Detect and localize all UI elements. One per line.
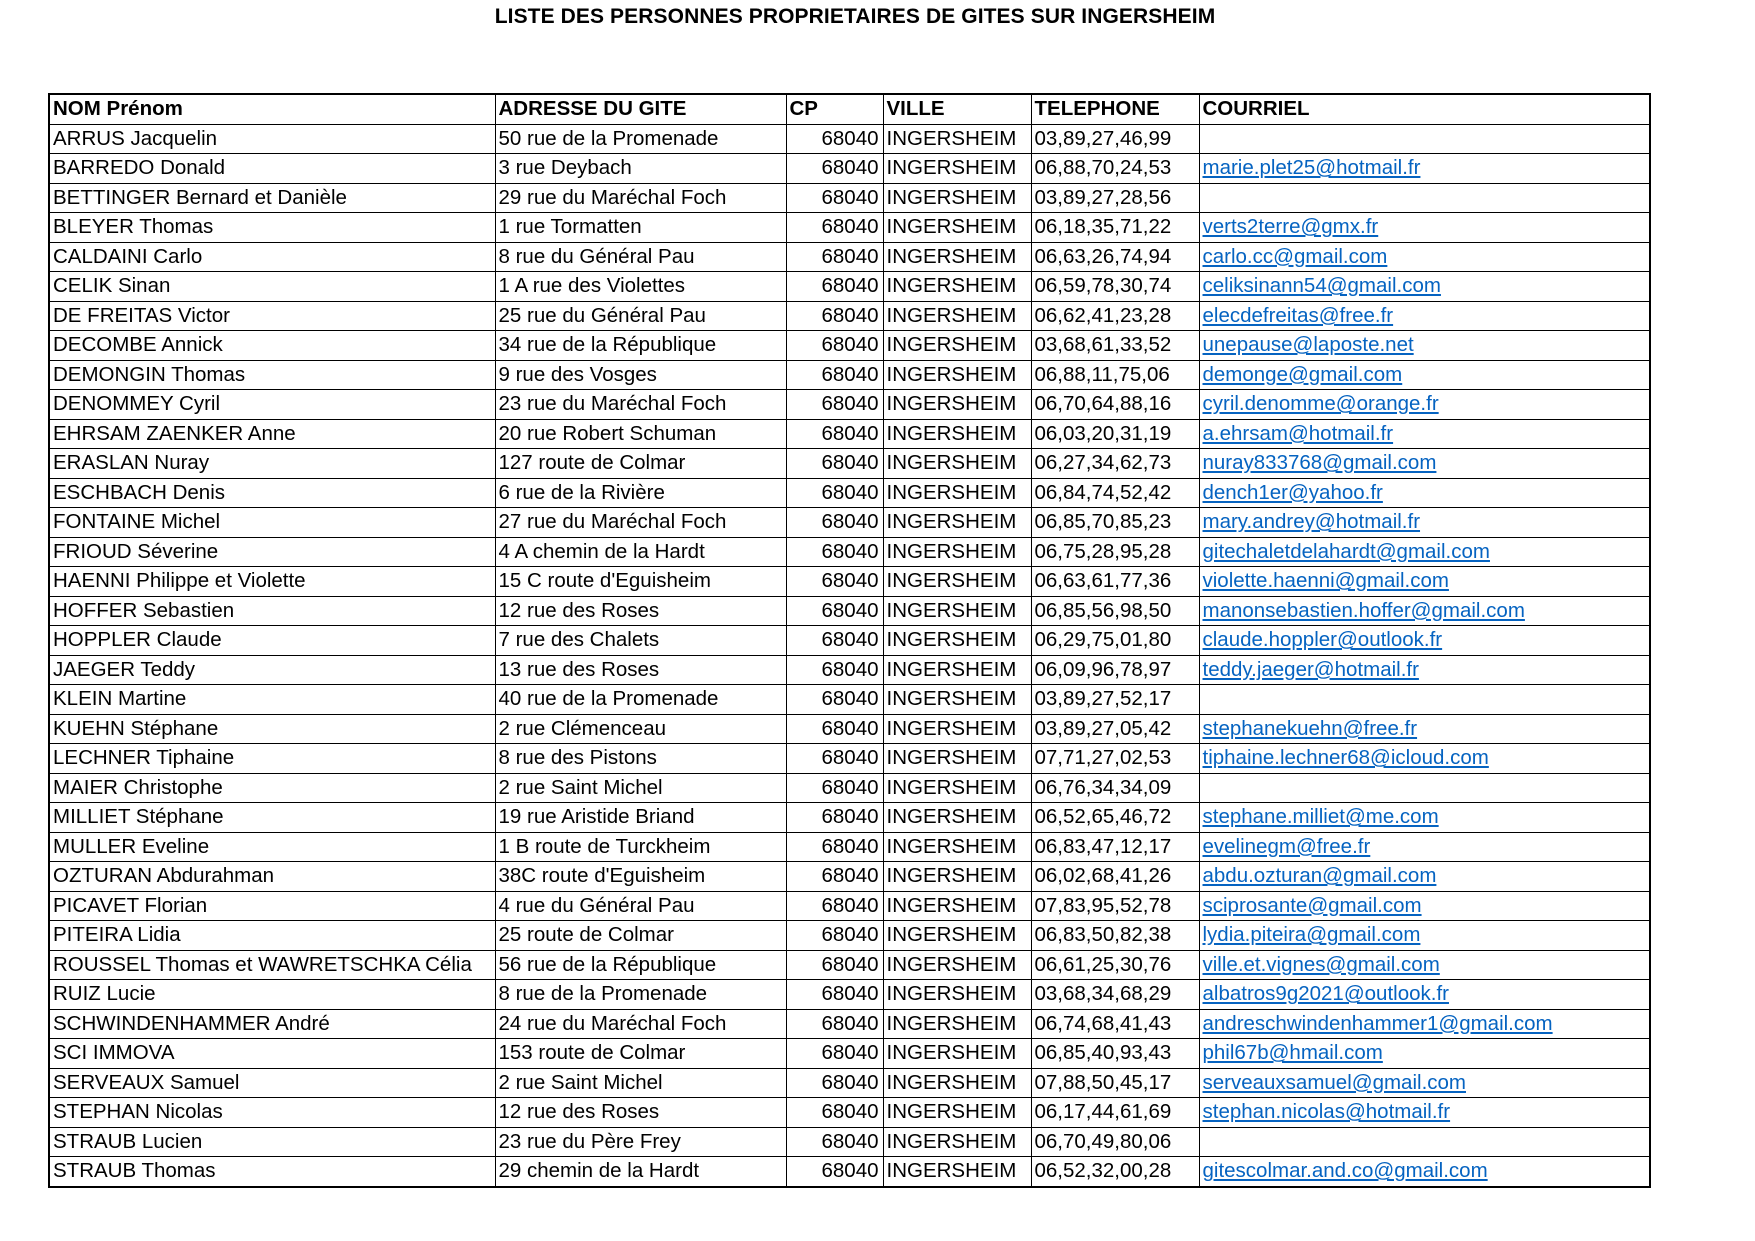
owner-name-cell: DEMONGIN Thomas: [49, 360, 495, 390]
email-link[interactable]: carlo.cc@gmail.com: [1202, 244, 1388, 268]
address-cell: 40 rue de la Promenade: [495, 685, 786, 715]
phone-cell: 06,27,34,62,73: [1031, 449, 1199, 479]
email-link[interactable]: cyril.denomme@orange.fr: [1202, 392, 1439, 416]
address-cell: 12 rue des Roses: [495, 1098, 786, 1128]
address-cell: 25 rue du Général Pau: [495, 301, 786, 331]
phone-cell: 06,85,40,93,43: [1031, 1039, 1199, 1069]
city-cell: INGERSHEIM: [883, 891, 1031, 921]
email-link[interactable]: sciprosante@gmail.com: [1202, 893, 1422, 917]
city-cell: INGERSHEIM: [883, 714, 1031, 744]
email-cell: [1199, 331, 1650, 361]
table-row: [49, 1039, 1650, 1069]
owner-name-cell: SCHWINDENHAMMER André: [49, 1009, 495, 1039]
address-cell: 29 chemin de la Hardt: [495, 1157, 786, 1187]
phone-cell: 06,62,41,23,28: [1031, 301, 1199, 331]
city-cell: INGERSHEIM: [883, 419, 1031, 449]
email-link[interactable]: claude.hoppler@outlook.fr: [1202, 628, 1443, 652]
table-row: [49, 272, 1650, 302]
email-link[interactable]: stephane.milliet@me.com: [1202, 805, 1439, 829]
phone-cell: 06,76,34,34,09: [1031, 773, 1199, 803]
address-cell: 34 rue de la République: [495, 331, 786, 361]
email-cell: [1199, 832, 1650, 862]
email-cell: [1199, 980, 1650, 1010]
email-cell: [1199, 183, 1650, 213]
address-cell: 2 rue Saint Michel: [495, 1068, 786, 1098]
owner-name-cell: OZTURAN Abdurahman: [49, 862, 495, 892]
postal-code-cell: 68040: [786, 183, 883, 213]
table-row: [49, 744, 1650, 774]
email-link[interactable]: abdu.ozturan@gmail.com: [1202, 864, 1437, 888]
address-cell: 8 rue des Pistons: [495, 744, 786, 774]
table-row: [49, 449, 1650, 479]
email-link[interactable]: andreschwindenhammer1@gmail.com: [1202, 1011, 1553, 1035]
column-header-city: VILLE: [883, 94, 1031, 124]
owner-name-cell: FRIOUD Séverine: [49, 537, 495, 567]
table-row: [49, 1098, 1650, 1128]
city-cell: INGERSHEIM: [883, 449, 1031, 479]
email-cell: [1199, 862, 1650, 892]
address-cell: 7 rue des Chalets: [495, 626, 786, 656]
postal-code-cell: 68040: [786, 891, 883, 921]
email-link[interactable]: dench1er@yahoo.fr: [1202, 480, 1383, 504]
email-link[interactable]: gitechaletdelahardt@gmail.com: [1202, 539, 1490, 563]
table-row: [49, 773, 1650, 803]
email-cell: [1199, 124, 1650, 154]
email-cell: [1199, 803, 1650, 833]
address-cell: 20 rue Robert Schuman: [495, 419, 786, 449]
address-cell: 15 C route d'Eguisheim: [495, 567, 786, 597]
owner-name-cell: BETTINGER Bernard et Danièle: [49, 183, 495, 213]
email-cell: [1199, 242, 1650, 272]
email-link[interactable]: manonsebastien.hoffer@gmail.com: [1202, 598, 1525, 622]
email-link[interactable]: nuray833768@gmail.com: [1202, 451, 1437, 475]
email-cell: [1199, 950, 1650, 980]
phone-cell: 06,85,56,98,50: [1031, 596, 1199, 626]
email-link[interactable]: phil67b@hmail.com: [1202, 1041, 1383, 1065]
address-cell: 29 rue du Maréchal Foch: [495, 183, 786, 213]
table-row: [49, 154, 1650, 184]
phone-cell: 06,83,47,12,17: [1031, 832, 1199, 862]
phone-cell: 06,52,65,46,72: [1031, 803, 1199, 833]
phone-cell: 06,61,25,30,76: [1031, 950, 1199, 980]
phone-cell: 06,74,68,41,43: [1031, 1009, 1199, 1039]
phone-cell: 06,03,20,31,19: [1031, 419, 1199, 449]
owner-name-cell: HAENNI Philippe et Violette: [49, 567, 495, 597]
postal-code-cell: 68040: [786, 714, 883, 744]
email-link[interactable]: albatros9g2021@outlook.fr: [1202, 982, 1449, 1006]
city-cell: INGERSHEIM: [883, 331, 1031, 361]
phone-cell: 06,85,70,85,23: [1031, 508, 1199, 538]
address-cell: 127 route de Colmar: [495, 449, 786, 479]
column-header-address: ADRESSE DU GITE: [495, 94, 786, 124]
table-row: [49, 242, 1650, 272]
postal-code-cell: 68040: [786, 1098, 883, 1128]
city-cell: INGERSHEIM: [883, 773, 1031, 803]
email-link[interactable]: celiksinann54@gmail.com: [1202, 274, 1441, 298]
postal-code-cell: 68040: [786, 950, 883, 980]
postal-code-cell: 68040: [786, 360, 883, 390]
postal-code-cell: 68040: [786, 773, 883, 803]
city-cell: INGERSHEIM: [883, 1157, 1031, 1187]
table-row: [49, 803, 1650, 833]
table-row: [49, 655, 1650, 685]
email-cell: [1199, 1127, 1650, 1157]
table-row: [49, 921, 1650, 951]
table-row: [49, 331, 1650, 361]
address-cell: 12 rue des Roses: [495, 596, 786, 626]
owner-name-cell: DE FREITAS Victor: [49, 301, 495, 331]
email-link[interactable]: verts2terre@gmx.fr: [1202, 215, 1379, 239]
table-row: [49, 950, 1650, 980]
postal-code-cell: 68040: [786, 301, 883, 331]
owner-name-cell: ROUSSEL Thomas et WAWRETSCHKA Célia: [49, 950, 495, 980]
table-row: [49, 213, 1650, 243]
table-row: [49, 1068, 1650, 1098]
owner-name-cell: CALDAINI Carlo: [49, 242, 495, 272]
address-cell: 23 rue du Père Frey: [495, 1127, 786, 1157]
email-link[interactable]: a.ehrsam@hotmail.fr: [1202, 421, 1394, 445]
phone-cell: 06,02,68,41,26: [1031, 862, 1199, 892]
column-header-cp: CP: [786, 94, 883, 124]
owner-name-cell: ERASLAN Nuray: [49, 449, 495, 479]
city-cell: INGERSHEIM: [883, 537, 1031, 567]
email-link[interactable]: stephan.nicolas@hotmail.fr: [1202, 1100, 1451, 1124]
table-row: [49, 419, 1650, 449]
city-cell: INGERSHEIM: [883, 685, 1031, 715]
table-row: [49, 508, 1650, 538]
postal-code-cell: 68040: [786, 1068, 883, 1098]
postal-code-cell: 68040: [786, 154, 883, 184]
owner-name-cell: DENOMMEY Cyril: [49, 390, 495, 420]
address-cell: 4 rue du Général Pau: [495, 891, 786, 921]
postal-code-cell: 68040: [786, 980, 883, 1010]
address-cell: 6 rue de la Rivière: [495, 478, 786, 508]
phone-cell: 06,63,26,74,94: [1031, 242, 1199, 272]
postal-code-cell: 68040: [786, 124, 883, 154]
city-cell: INGERSHEIM: [883, 1009, 1031, 1039]
phone-cell: 06,88,70,24,53: [1031, 154, 1199, 184]
email-link[interactable]: lydia.piteira@gmail.com: [1202, 923, 1421, 947]
phone-cell: 06,75,28,95,28: [1031, 537, 1199, 567]
column-header-name: NOM Prénom: [49, 94, 495, 124]
table-row: [49, 360, 1650, 390]
postal-code-cell: 68040: [786, 862, 883, 892]
phone-cell: 06,09,96,78,97: [1031, 655, 1199, 685]
table-row: [49, 124, 1650, 154]
table-header: [49, 94, 1650, 124]
phone-cell: 06,70,49,80,06: [1031, 1127, 1199, 1157]
email-cell: [1199, 891, 1650, 921]
table-row: [49, 1009, 1650, 1039]
owner-name-cell: PITEIRA Lidia: [49, 921, 495, 951]
owner-name-cell: RUIZ Lucie: [49, 980, 495, 1010]
table-row: [49, 301, 1650, 331]
owner-name-cell: JAEGER Teddy: [49, 655, 495, 685]
address-cell: 2 rue Clémenceau: [495, 714, 786, 744]
phone-cell: 06,18,35,71,22: [1031, 213, 1199, 243]
owner-name-cell: DECOMBE Annick: [49, 331, 495, 361]
table-row: [49, 714, 1650, 744]
owner-name-cell: MULLER Eveline: [49, 832, 495, 862]
table-row: [49, 980, 1650, 1010]
email-link[interactable]: marie.plet25@hotmail.fr: [1202, 156, 1421, 180]
address-cell: 9 rue des Vosges: [495, 360, 786, 390]
owner-name-cell: HOPPLER Claude: [49, 626, 495, 656]
address-cell: 50 rue de la Promenade: [495, 124, 786, 154]
page-title: LISTE DES PERSONNES PROPRIETAIRES DE GITES SUR INGERSHEIM: [494, 5, 1216, 28]
address-cell: 38C route d'Eguisheim: [495, 862, 786, 892]
city-cell: INGERSHEIM: [883, 242, 1031, 272]
column-header-email: COURRIEL: [1199, 94, 1650, 124]
phone-cell: 06,63,61,77,36: [1031, 567, 1199, 597]
email-link[interactable]: teddy.jaeger@hotmail.fr: [1202, 657, 1419, 681]
email-cell: [1199, 744, 1650, 774]
postal-code-cell: 68040: [786, 1039, 883, 1069]
city-cell: INGERSHEIM: [883, 272, 1031, 302]
email-cell: [1199, 1039, 1650, 1069]
table-row: [49, 832, 1650, 862]
postal-code-cell: 68040: [786, 803, 883, 833]
city-cell: INGERSHEIM: [883, 1039, 1031, 1069]
owner-name-cell: ESCHBACH Denis: [49, 478, 495, 508]
phone-cell: 03,89,27,46,99: [1031, 124, 1199, 154]
owner-name-cell: STRAUB Thomas: [49, 1157, 495, 1187]
postal-code-cell: 68040: [786, 685, 883, 715]
city-cell: INGERSHEIM: [883, 567, 1031, 597]
owner-name-cell: HOFFER Sebastien: [49, 596, 495, 626]
email-cell: [1199, 449, 1650, 479]
email-cell: [1199, 360, 1650, 390]
phone-cell: 03,68,34,68,29: [1031, 980, 1199, 1010]
phone-cell: 06,17,44,61,69: [1031, 1098, 1199, 1128]
phone-cell: 03,89,27,05,42: [1031, 714, 1199, 744]
owner-name-cell: STRAUB Lucien: [49, 1127, 495, 1157]
postal-code-cell: 68040: [786, 1009, 883, 1039]
city-cell: INGERSHEIM: [883, 950, 1031, 980]
table-row: [49, 626, 1650, 656]
owner-name-cell: BLEYER Thomas: [49, 213, 495, 243]
city-cell: INGERSHEIM: [883, 124, 1031, 154]
postal-code-cell: 68040: [786, 567, 883, 597]
address-cell: 8 rue du Général Pau: [495, 242, 786, 272]
email-cell: [1199, 567, 1650, 597]
table-row: [49, 478, 1650, 508]
email-link[interactable]: mary.andrey@hotmail.fr: [1202, 510, 1421, 534]
email-cell: [1199, 1098, 1650, 1128]
email-cell: [1199, 626, 1650, 656]
postal-code-cell: 68040: [786, 478, 883, 508]
email-cell: [1199, 1009, 1650, 1039]
postal-code-cell: 68040: [786, 449, 883, 479]
owner-name-cell: CELIK Sinan: [49, 272, 495, 302]
column-header-phone: TELEPHONE: [1031, 94, 1199, 124]
city-cell: INGERSHEIM: [883, 478, 1031, 508]
postal-code-cell: 68040: [786, 921, 883, 951]
owners-table: [48, 93, 1651, 1188]
postal-code-cell: 68040: [786, 655, 883, 685]
city-cell: INGERSHEIM: [883, 390, 1031, 420]
postal-code-cell: 68040: [786, 272, 883, 302]
city-cell: INGERSHEIM: [883, 655, 1031, 685]
city-cell: INGERSHEIM: [883, 921, 1031, 951]
postal-code-cell: 68040: [786, 1127, 883, 1157]
phone-cell: 06,88,11,75,06: [1031, 360, 1199, 390]
table-body: [49, 124, 1650, 1187]
postal-code-cell: 68040: [786, 537, 883, 567]
city-cell: INGERSHEIM: [883, 626, 1031, 656]
email-link[interactable]: tiphaine.lechner68@icloud.com: [1202, 746, 1489, 770]
address-cell: 56 rue de la République: [495, 950, 786, 980]
city-cell: INGERSHEIM: [883, 1068, 1031, 1098]
email-cell: [1199, 655, 1650, 685]
email-cell: [1199, 272, 1650, 302]
email-cell: [1199, 1157, 1650, 1187]
postal-code-cell: 68040: [786, 744, 883, 774]
table-row: [49, 596, 1650, 626]
postal-code-cell: 68040: [786, 331, 883, 361]
owner-name-cell: STEPHAN Nicolas: [49, 1098, 495, 1128]
email-cell: [1199, 1068, 1650, 1098]
email-cell: [1199, 213, 1650, 243]
owner-name-cell: MILLIET Stéphane: [49, 803, 495, 833]
phone-cell: 07,83,95,52,78: [1031, 891, 1199, 921]
address-cell: 3 rue Deybach: [495, 154, 786, 184]
owner-name-cell: ARRUS Jacquelin: [49, 124, 495, 154]
email-cell: [1199, 537, 1650, 567]
phone-cell: 06,84,74,52,42: [1031, 478, 1199, 508]
city-cell: INGERSHEIM: [883, 862, 1031, 892]
email-link[interactable]: serveauxsamuel@gmail.com: [1202, 1070, 1466, 1094]
owner-name-cell: EHRSAM ZAENKER Anne: [49, 419, 495, 449]
phone-cell: 07,88,50,45,17: [1031, 1068, 1199, 1098]
table-row: [49, 390, 1650, 420]
table-row: [49, 891, 1650, 921]
email-link[interactable]: stephanekuehn@free.fr: [1202, 716, 1418, 740]
table-row: [49, 1157, 1650, 1187]
address-cell: 1 B route de Turckheim: [495, 832, 786, 862]
owner-name-cell: LECHNER Tiphaine: [49, 744, 495, 774]
postal-code-cell: 68040: [786, 242, 883, 272]
table-row: [49, 183, 1650, 213]
address-cell: 2 rue Saint Michel: [495, 773, 786, 803]
address-cell: 1 rue Tormatten: [495, 213, 786, 243]
postal-code-cell: 68040: [786, 832, 883, 862]
postal-code-cell: 68040: [786, 1157, 883, 1187]
email-link[interactable]: demonge@gmail.com: [1202, 362, 1403, 386]
address-cell: 153 route de Colmar: [495, 1039, 786, 1069]
city-cell: INGERSHEIM: [883, 301, 1031, 331]
address-cell: 27 rue du Maréchal Foch: [495, 508, 786, 538]
email-cell: [1199, 921, 1650, 951]
owner-name-cell: BARREDO Donald: [49, 154, 495, 184]
email-link[interactable]: ville.et.vignes@gmail.com: [1202, 952, 1440, 976]
phone-cell: 06,29,75,01,80: [1031, 626, 1199, 656]
email-cell: [1199, 508, 1650, 538]
address-cell: 19 rue Aristide Briand: [495, 803, 786, 833]
email-link[interactable]: evelinegm@free.fr: [1202, 834, 1371, 858]
phone-cell: 03,89,27,28,56: [1031, 183, 1199, 213]
city-cell: INGERSHEIM: [883, 744, 1031, 774]
phone-cell: 06,52,32,00,28: [1031, 1157, 1199, 1187]
postal-code-cell: 68040: [786, 626, 883, 656]
table-row: [49, 1127, 1650, 1157]
email-link[interactable]: violette.haenni@gmail.com: [1202, 569, 1449, 593]
city-cell: INGERSHEIM: [883, 832, 1031, 862]
owner-name-cell: FONTAINE Michel: [49, 508, 495, 538]
phone-cell: 03,68,61,33,52: [1031, 331, 1199, 361]
email-cell: [1199, 419, 1650, 449]
city-cell: INGERSHEIM: [883, 596, 1031, 626]
city-cell: INGERSHEIM: [883, 154, 1031, 184]
owner-name-cell: SERVEAUX Samuel: [49, 1068, 495, 1098]
phone-cell: 06,83,50,82,38: [1031, 921, 1199, 951]
table-row: [49, 537, 1650, 567]
email-cell: [1199, 714, 1650, 744]
email-cell: [1199, 301, 1650, 331]
email-cell: [1199, 154, 1650, 184]
header-row: [49, 94, 1650, 124]
city-cell: INGERSHEIM: [883, 803, 1031, 833]
postal-code-cell: 68040: [786, 390, 883, 420]
city-cell: INGERSHEIM: [883, 1098, 1031, 1128]
phone-cell: 03,89,27,52,17: [1031, 685, 1199, 715]
city-cell: INGERSHEIM: [883, 360, 1031, 390]
table-row: [49, 685, 1650, 715]
owner-name-cell: SCI IMMOVA: [49, 1039, 495, 1069]
email-link[interactable]: unepause@laposte.net: [1202, 333, 1414, 357]
phone-cell: 06,70,64,88,16: [1031, 390, 1199, 420]
postal-code-cell: 68040: [786, 419, 883, 449]
email-cell: [1199, 596, 1650, 626]
owner-name-cell: PICAVET Florian: [49, 891, 495, 921]
city-cell: INGERSHEIM: [883, 213, 1031, 243]
address-cell: 24 rue du Maréchal Foch: [495, 1009, 786, 1039]
owner-name-cell: KUEHN Stéphane: [49, 714, 495, 744]
address-cell: 23 rue du Maréchal Foch: [495, 390, 786, 420]
address-cell: 25 route de Colmar: [495, 921, 786, 951]
postal-code-cell: 68040: [786, 213, 883, 243]
city-cell: INGERSHEIM: [883, 183, 1031, 213]
email-cell: [1199, 685, 1650, 715]
city-cell: INGERSHEIM: [883, 980, 1031, 1010]
phone-cell: 07,71,27,02,53: [1031, 744, 1199, 774]
address-cell: 4 A chemin de la Hardt: [495, 537, 786, 567]
email-cell: [1199, 773, 1650, 803]
address-cell: 1 A rue des Violettes: [495, 272, 786, 302]
city-cell: INGERSHEIM: [883, 1127, 1031, 1157]
postal-code-cell: 68040: [786, 596, 883, 626]
owner-name-cell: MAIER Christophe: [49, 773, 495, 803]
table-row: [49, 567, 1650, 597]
owner-name-cell: KLEIN Martine: [49, 685, 495, 715]
email-link[interactable]: elecdefreitas@free.fr: [1202, 303, 1394, 327]
email-cell: [1199, 390, 1650, 420]
email-cell: [1199, 478, 1650, 508]
address-cell: 8 rue de la Promenade: [495, 980, 786, 1010]
address-cell: 13 rue des Roses: [495, 655, 786, 685]
email-link[interactable]: gitescolmar.and.co@gmail.com: [1202, 1159, 1488, 1183]
city-cell: INGERSHEIM: [883, 508, 1031, 538]
phone-cell: 06,59,78,30,74: [1031, 272, 1199, 302]
postal-code-cell: 68040: [786, 508, 883, 538]
table-row: [49, 862, 1650, 892]
